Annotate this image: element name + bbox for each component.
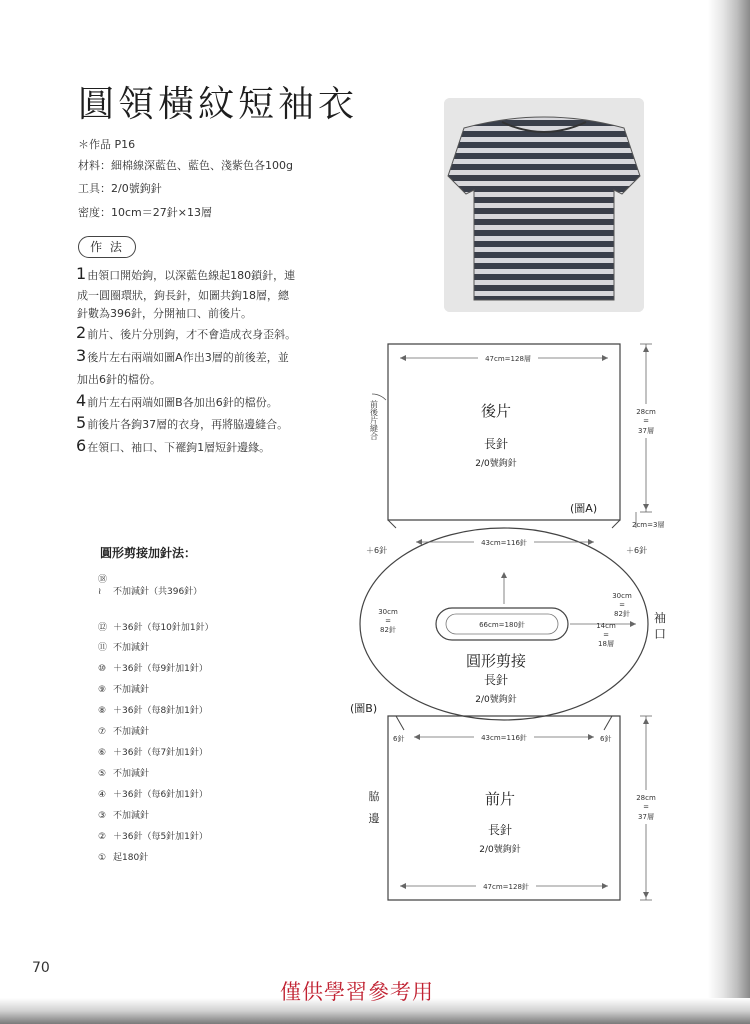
sleeve-label-2: 口 — [653, 627, 667, 641]
yoke-plus-right: ＋6針 — [626, 546, 648, 555]
yoke-left-st: 82針 — [380, 626, 396, 634]
back-stitch: 長針 — [483, 437, 509, 451]
increase-row: ② ＋36針（每5針加1針） — [98, 832, 208, 842]
tools-line: 工具：2/0號鉤針 — [78, 182, 162, 195]
step-line: 3後片左右兩端如圖A作出3層的前後差，並 — [76, 346, 289, 365]
step-line: 1由領口開始鉤，以深藍色線起180鎖針，連 — [76, 264, 296, 283]
increase-row: ⑤ 不加減針 — [98, 769, 150, 779]
step-line: 6在領口、袖口、下襬鉤1層短針邊緣。 — [76, 436, 271, 455]
yoke-right-eq: = — [619, 601, 625, 609]
sleeve-label-1: 袖 — [653, 611, 667, 625]
back-height-label: 28cm — [636, 408, 656, 416]
step-line: 4前片左右兩端如圖B各加出6針的檔份。 — [76, 391, 278, 410]
back-name: 後片 — [480, 402, 512, 420]
back-rows-label: 37層 — [638, 427, 654, 435]
front-rows-label: 37層 — [638, 813, 654, 821]
yoke-right-st: 82針 — [614, 610, 630, 618]
increase-row: ⑪ 不加減針 — [98, 643, 150, 653]
increase-method-title: 圓形剪接加針法： — [100, 546, 197, 560]
yoke-top-label: 43cm=116針 — [481, 539, 527, 547]
step-line: 5前後片各鉤37層的衣身，再將脇邊縫合。 — [76, 413, 289, 432]
yoke-plus-left: ＋6針 — [366, 546, 388, 555]
method-badge: 作 法 — [78, 236, 136, 258]
side-label-2: 邊 — [368, 812, 380, 825]
front-corner-left: 6針 — [393, 735, 405, 743]
yoke-name: 圓形剪接 — [465, 652, 527, 670]
yoke-depth-eq: = — [603, 631, 609, 639]
yoke-left-cm: 30cm — [378, 608, 398, 616]
back-hook: 2/0號鉤針 — [475, 459, 517, 469]
increase-row: ⑥ ＋36針（每7針加1針） — [98, 748, 208, 758]
front-piece — [350, 702, 660, 900]
increase-row: ⑫ ＋36針（每10針加1針） — [98, 623, 214, 633]
front-stitch: 長針 — [487, 823, 513, 837]
yoke-neck-label: 66cm=180針 — [479, 621, 525, 629]
increase-row: ⑨ 不加減針 — [98, 685, 150, 695]
side-seam-label: 前後片縫合 — [369, 400, 379, 440]
yoke-depth-cm: 14cm — [596, 622, 616, 630]
page-number: 70 — [32, 960, 50, 976]
back-piece — [369, 344, 665, 529]
yoke-right-cm: 30cm — [612, 592, 632, 600]
page-title: 圓領橫紋短袖衣 — [78, 84, 359, 125]
gauge-line: 密度：10cm＝27針×13層 — [78, 206, 212, 219]
step-line: 2前片、後片分別鉤，才不會造成衣身歪斜。 — [76, 323, 297, 342]
yoke-left-eq: = — [385, 617, 391, 625]
yoke-piece — [360, 528, 666, 720]
back-height-eq: = — [643, 417, 649, 425]
materials-line: 材料：細棉線深藍色、藍色、淺紫色各100g — [78, 159, 293, 172]
yoke-stitch: 長針 — [483, 673, 509, 687]
back-width-label: 47cm=128層 — [485, 355, 531, 363]
front-height-eq: = — [643, 803, 649, 811]
front-height-label: 28cm — [636, 794, 656, 802]
increase-row: ≀ 不加減針（共396針） — [98, 587, 203, 597]
increase-row: ⑩ ＋36針（每9針加1針） — [98, 664, 208, 674]
step-line: 加出6針的檔份。 — [77, 373, 161, 386]
increase-row: ⑧ ＋36針（每8針加1針） — [98, 706, 208, 716]
step-line: 成一圓圈環狀，鉤長針，如圖共鉤18層，總 — [77, 289, 289, 302]
front-hook: 2/0號鉤針 — [479, 845, 521, 855]
figure-b-label: (圖B) — [350, 702, 378, 715]
watermark-text: 僅供學習參考用 — [280, 980, 434, 1004]
yoke-hook: 2/0號鉤針 — [475, 695, 517, 705]
front-name: 前片 — [484, 790, 516, 808]
step-line: 針數為396針，分開袖口、前後片。 — [77, 307, 252, 320]
figure-a-label: (圖A) — [570, 502, 598, 515]
increase-row: ③ 不加減針 — [98, 811, 150, 821]
side-label-1: 脇 — [368, 790, 380, 803]
increase-row: ⑱ — [98, 575, 108, 585]
front-top-label: 43cm=116針 — [481, 734, 527, 742]
yoke-depth-rows: 18層 — [598, 640, 614, 648]
front-corner-right: 6針 — [600, 735, 612, 743]
front-bottom-label: 47cm=128針 — [483, 883, 529, 891]
increase-row: ④ ＋36針（每6針加1針） — [98, 790, 208, 800]
increase-row: ① 起180針 — [98, 853, 149, 863]
increase-row: ⑦ 不加減針 — [98, 727, 150, 737]
back-diff-label: 2cm=3層 — [632, 521, 665, 529]
work-ref: ＊作品 P16 — [78, 138, 136, 151]
